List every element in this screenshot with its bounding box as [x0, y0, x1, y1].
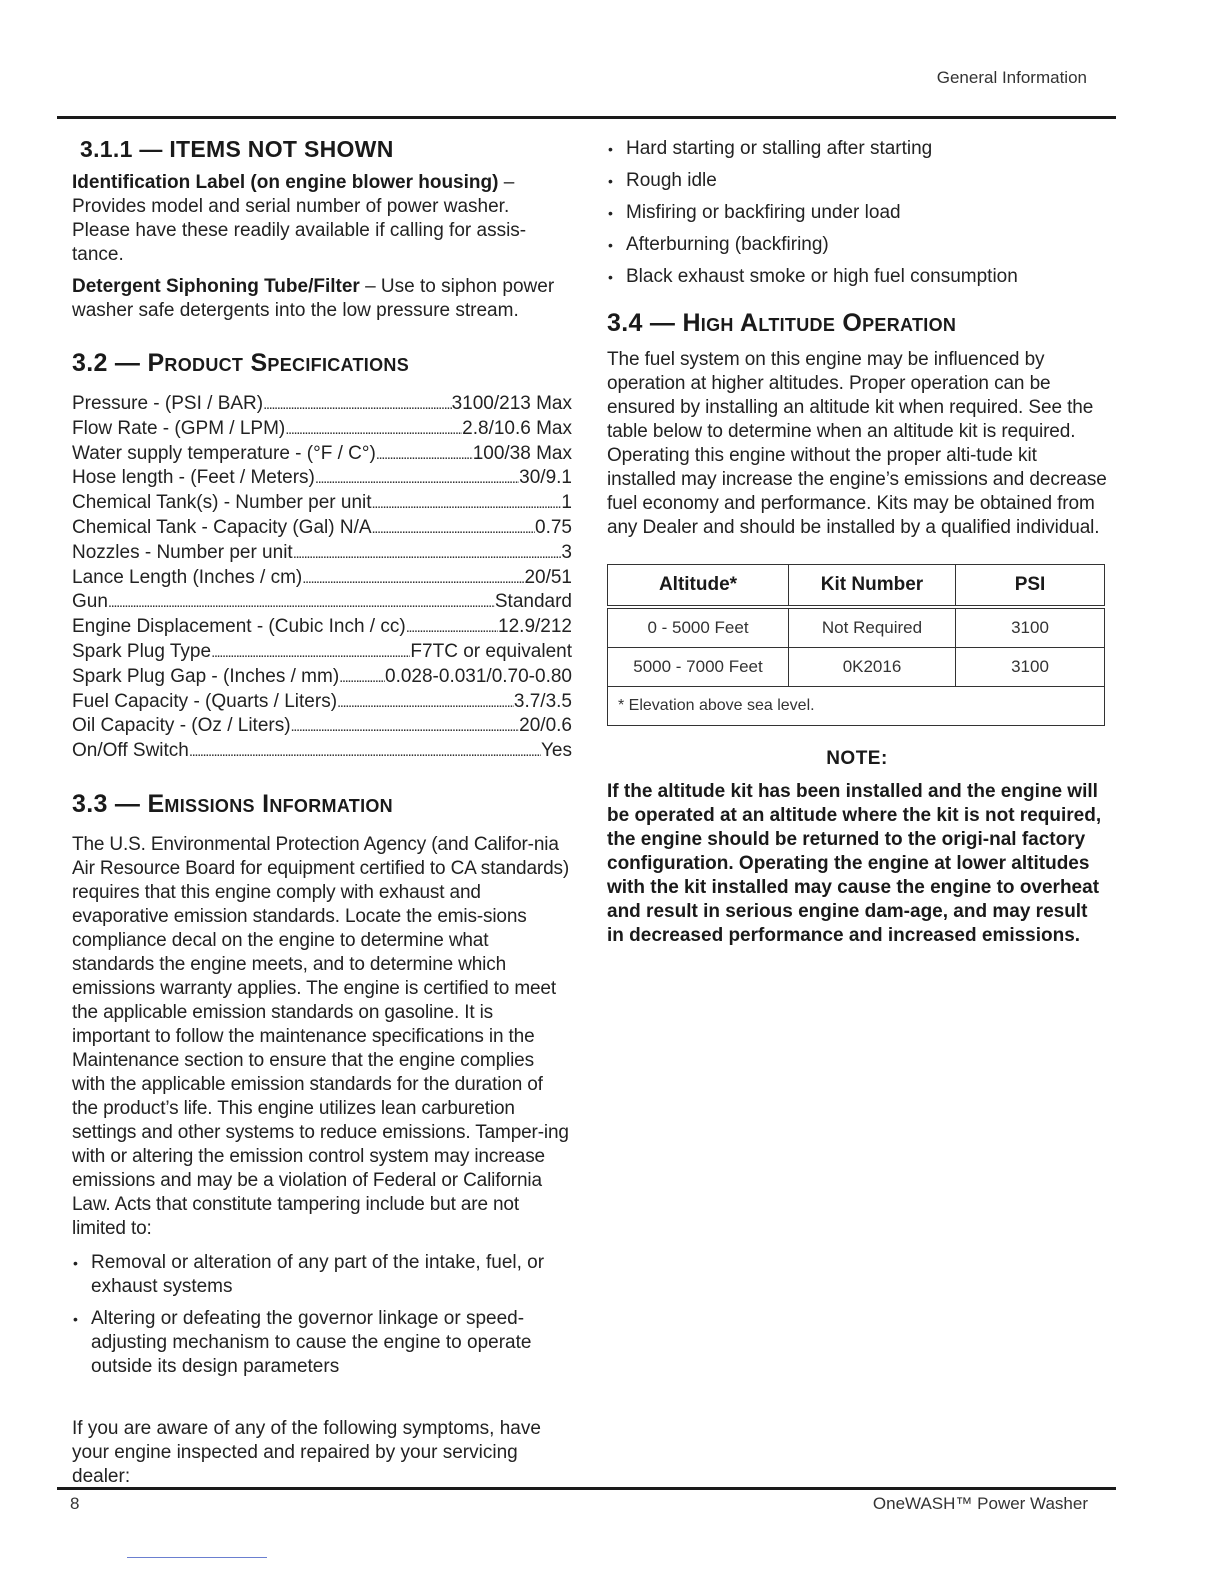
list-item-text: Afterburning (backfiring) — [626, 234, 829, 255]
symptoms-list — [607, 137, 1107, 289]
spec-label: Water supply temperature - (°F / C°) — [72, 442, 376, 464]
list-item-text: Black exhaust smoke or high fuel consumption — [626, 266, 1018, 287]
spec-value: Yes — [541, 740, 572, 762]
spec-row — [72, 566, 572, 591]
list-item — [607, 137, 1107, 161]
list-item — [607, 169, 1107, 193]
spec-leader-dots — [263, 392, 451, 417]
spec-label: Engine Displacement - (Cubic Inch / cc) — [72, 616, 406, 638]
spec-label: Oil Capacity - (Oz / Liters) — [72, 715, 291, 737]
header-rule — [57, 116, 1116, 119]
bullet-icon: • — [608, 173, 613, 189]
list-item — [607, 201, 1107, 225]
spec-leader-dots — [293, 541, 562, 566]
product-specifications-heading: 3.2 — Product Specifications — [72, 349, 410, 377]
tampering-list — [72, 1251, 572, 1379]
bullet-icon: • — [608, 141, 613, 157]
spec-label: Spark Plug Gap - (Inches / mm) — [72, 665, 340, 687]
spec-value: 1 — [561, 492, 572, 514]
altitude-kit-table — [607, 564, 1105, 726]
spec-label: Fuel Capacity - (Quarts / Liters) — [72, 690, 338, 712]
spec-leader-dots — [211, 640, 410, 665]
spec-value: 20/51 — [524, 566, 572, 588]
bullet-icon: • — [608, 237, 613, 253]
table-row — [608, 607, 1105, 648]
spec-value: 3 — [561, 541, 572, 563]
high-altitude-paragraph: The fuel system on this engine may be influenced by operation at higher altitudes. Proper operation can be ensured by installing an altitude kit when required. See the table below to determine when an altitude kit is required. Operating this engine without the proper alti-tude kit installed may increase the engine’s emissions and decrease fuel economy and performance. Kits may be obtained from any Dealer and should be installed by a qualified individual. — [607, 349, 1107, 538]
spec-row — [72, 516, 572, 541]
spec-leader-dots — [406, 615, 498, 640]
spec-value: 0.028-0.031/0.70-0.80 — [385, 665, 572, 687]
high-altitude-heading: 3.4 — High Altitude Operation — [607, 309, 957, 337]
spec-leader-dots — [339, 665, 385, 690]
footer-product-name: OneWASH™ Power Washer — [872, 1494, 1088, 1513]
spec-row — [72, 442, 572, 467]
spec-row — [72, 541, 572, 566]
identification-label-lead: Identification Label (on engine blower housing) — [72, 172, 499, 193]
list-item — [72, 1307, 572, 1379]
table-cell: 0K2016 — [789, 648, 956, 687]
spec-value: 30/9.1 — [519, 467, 572, 489]
list-item — [72, 1251, 572, 1299]
spec-leader-dots — [189, 739, 541, 764]
table-header-kit-number: Kit Number — [789, 565, 956, 608]
note-title: NOTE: — [826, 748, 888, 769]
spec-row — [72, 392, 572, 417]
spec-label: On/Off Switch — [72, 740, 189, 762]
siphon-tube-paragraph — [72, 275, 572, 323]
spec-row — [72, 665, 572, 690]
siphon-tube-text: – Use to siphon power washer safe detergents into the low pressure stream. — [72, 276, 555, 321]
spec-value: 100/38 Max — [472, 442, 572, 464]
list-item — [607, 265, 1107, 289]
spec-leader-dots — [285, 417, 462, 442]
spec-row — [72, 739, 572, 764]
page-number: 8 — [70, 1494, 80, 1513]
spec-row — [72, 417, 572, 442]
spec-label: Lance Length (Inches / cm) — [72, 566, 303, 588]
table-header-row — [608, 565, 1105, 608]
table-header-psi: PSI — [956, 565, 1105, 608]
table-footnote-row — [608, 687, 1105, 726]
spec-leader-dots — [372, 491, 562, 516]
spec-row — [72, 640, 572, 665]
spec-label: Gun — [72, 591, 108, 613]
footer-rule — [57, 1487, 1116, 1490]
spec-label: Spark Plug Type — [72, 640, 212, 662]
table-footnote: * Elevation above sea level. — [608, 687, 1105, 726]
list-item-text: Misfiring or backfiring under load — [626, 202, 901, 223]
right-column — [607, 136, 1107, 948]
list-item-text: Altering or defeating the governor linkage or speed-adjusting mechanism to cause the engine to operate outside its design parameters — [91, 1307, 532, 1377]
spec-leader-dots — [376, 442, 473, 467]
note-body: If the altitude kit has been installed and the engine will be operated at an altitude where the kit is not required, the engine should be returned to the origi-nal factory configuration. Operating the engine at lower altitudes with the kit installed may cause the engine to overheat and result in serious engine dam-age, and may result in decreased performance and increased emissions. — [607, 781, 1102, 946]
spec-row — [72, 690, 572, 715]
bullet-icon: • — [608, 205, 613, 221]
bullet-icon: • — [608, 269, 613, 285]
table-row — [608, 648, 1105, 687]
table-cell: 0 - 5000 Feet — [608, 607, 789, 648]
left-column — [72, 136, 572, 1489]
table-header-altitude: Altitude* — [608, 565, 789, 608]
spec-row — [72, 615, 572, 640]
list-item-text: Hard starting or stalling after starting — [626, 138, 933, 159]
specification-list — [72, 392, 572, 764]
spec-label: Hose length - (Feet / Meters) — [72, 467, 315, 489]
spec-value: 20/0.6 — [519, 715, 572, 737]
spec-value: 0.75 — [535, 516, 572, 538]
emissions-paragraph: The U.S. Environmental Protection Agency (and Califor-nia Air Resource Board for equipment certified to CA standards) requires that this engine comply with exhaust and evaporative emission standards. Locate the emis-sions compliance decal on the engine to determine what standards the engine meets, and to determine which emissions warranty applies. The engine is certified to meet the applicable emission standards on gasoline. It is important to follow the maintenance specifications in the Maintenance section to ensure that the engine complies with the applicable emission standards for the duration of the product’s life. This engine utilizes lean carburetion settings and other systems to reduce emissions. Tamper-ing with or altering the emission control system may increase emissions and may be a violation of Federal or California Law. Acts that constitute tampering include but are not limited to: — [72, 833, 570, 1239]
bullet-icon: • — [73, 1310, 78, 1327]
list-item-text: Removal or alteration of any part of the intake, fuel, or exhaust systems — [91, 1251, 545, 1297]
spec-leader-dots — [372, 516, 535, 541]
spec-leader-dots — [337, 690, 514, 715]
spec-value: Standard — [494, 591, 572, 613]
list-item — [607, 233, 1107, 257]
spec-leader-dots — [108, 590, 495, 615]
spec-value: 3100/213 Max — [451, 393, 572, 414]
spec-leader-dots — [315, 466, 519, 491]
spec-row — [72, 466, 572, 491]
spec-leader-dots — [302, 566, 524, 591]
table-cell: 3100 — [956, 648, 1105, 687]
symptoms-intro-paragraph: If you are aware of any of the following symptoms, have your engine inspected and repaired by your servicing dealer: — [72, 1417, 541, 1487]
identification-label-paragraph — [72, 171, 572, 267]
emissions-information-heading: 3.3 — Emissions Information — [72, 789, 393, 818]
spec-label: Nozzles - Number per unit — [72, 541, 293, 563]
spec-row — [72, 590, 572, 615]
siphon-tube-lead: Detergent Siphoning Tube/Filter — [72, 276, 360, 297]
table-cell: 5000 - 7000 Feet — [608, 648, 789, 687]
spec-label: Chemical Tank - Capacity (Gal) N/A — [72, 516, 372, 538]
table-cell: Not Required — [789, 607, 956, 648]
page-header-section: General Information — [936, 68, 1087, 87]
spec-value: 3.7/3.5 — [513, 690, 572, 712]
spec-value: F7TC or equivalent — [410, 640, 572, 662]
spec-value: 12.9/212 — [498, 616, 572, 638]
identification-label-text: – Provides model and serial number of power washer. Please have these readily available if calling for assis-tance. — [72, 172, 527, 265]
table-cell: 3100 — [956, 607, 1105, 648]
items-not-shown-heading: 3.1.1 — ITEMS NOT SHOWN — [80, 136, 394, 162]
spec-leader-dots — [291, 714, 520, 739]
spec-value: 2.8/10.6 Max — [462, 417, 572, 439]
spec-row — [72, 714, 572, 739]
scan-artifact-line — [127, 1557, 267, 1558]
spec-row — [72, 491, 572, 516]
spec-label: Chemical Tank(s) - Number per unit — [72, 492, 372, 514]
spec-label: Flow Rate - (GPM / LPM) — [72, 417, 286, 439]
spec-label: Pressure - (PSI / BAR) — [72, 393, 264, 414]
list-item-text: Rough idle — [626, 170, 717, 191]
bullet-icon: • — [73, 1254, 78, 1271]
